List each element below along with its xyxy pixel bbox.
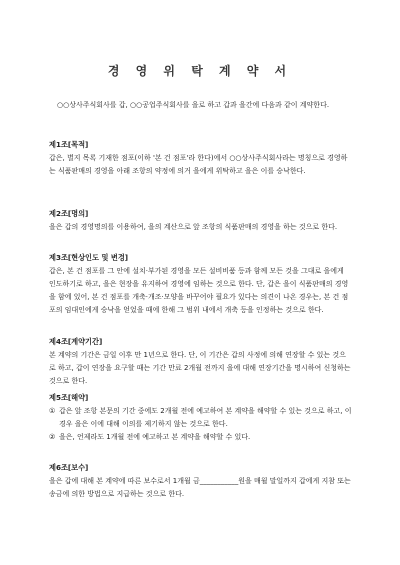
article-6-text: 을은 갑에 대해 본 계약에 따른 보수로서 1개월 금___________원을 매월 말일까지 갑에게 지참 또는 송금에 의한 방법으로 지급하는 것으로 한다. <box>49 477 351 498</box>
article-1-heading: 제1조[목적] <box>49 140 89 149</box>
article-5-item-1-number: ① <box>49 407 56 415</box>
article-5-item-1 <box>49 405 352 431</box>
article-2-heading: 제2조[명의] <box>49 209 89 218</box>
article-4-text: 본 계약의 기간은 금일 이후 만 1년으로 한다. 단, 이 기간은 갑의 사정에 의해 연장할 수 있는 것으로 하고, 갑이 연장을 요구할 때는 기간 만료 2개월 전까지 을에 대해 연장기간을 명시하여 신청하는 것으로 한다. <box>49 351 351 385</box>
article-5-heading: 제5조[해약] <box>49 393 89 402</box>
article-1-text: 갑은, 별지 목록 기재한 점포(이하 '본 건 점포'라 한다)에서 ○○상사주식회사라는 명칭으로 경영하는 식품판매의 경영을 아래 조항의 약정에 의거 을에게 위탁하고 을은 이를 승낙한다. <box>49 154 348 175</box>
intro-paragraph: ○○상사주식회사를 갑, ○○공업주식회사를 을로 하고 갑과 을간에 다음과 같이 계약한다. <box>57 101 330 109</box>
article-5 <box>49 391 352 444</box>
article-3 <box>49 251 352 317</box>
article-5-item-1-text: 갑은 앞 조항 본문의 기간 중에도 2개월 전에 예고하여 본 계약을 해약할 수 있는 것으로 하고, 이 경우 을은 이에 대해 이의를 제기하지 않는 것으로 한다. <box>59 407 352 428</box>
document-title: 경 영 위 탁 계 약 서 <box>107 64 293 78</box>
article-6 <box>49 461 352 501</box>
article-5-item-2-text: 을은, 언제라도 1개월 전에 예고하고 본 계약을 해약할 수 있다. <box>59 433 251 441</box>
article-6-heading: 제6조[보수] <box>49 463 89 472</box>
article-2 <box>49 207 352 234</box>
article-1 <box>49 138 352 178</box>
article-4-heading: 제4조[계약기간] <box>49 337 103 346</box>
article-2-text: 을은 갑의 경영명의를 이용하여, 을의 계산으로 앞 조항의 식품판매의 경영을 하는 것으로 한다. <box>49 223 338 231</box>
article-3-text: 갑은, 본 건 점포를 그 안에 설치·부가된 경영을 모든 설비비품 등과 함께 모든 것을 그대로 을에게 인도하기로 하고, 을은 현장을 유지하여 경영에 임하는 것으로 한다. 단, 갑은 을이 식품판매의 경영을 함에 있어, 본 건 점포를 개축·개조·모양을 바꾸어야 필요가 있다는 의견이 나온 경우는, 본 건 점포의 임대인에게 승낙을 얻었을 때에 한해 그 범위 내에서 개축 등을 인정하는 것으로 한다. <box>49 267 349 314</box>
article-3-heading: 제3조[현상인도 및 변경] <box>49 253 129 262</box>
article-4 <box>49 335 352 388</box>
article-5-item-2 <box>49 431 352 444</box>
article-5-item-2-number: ② <box>49 433 56 441</box>
